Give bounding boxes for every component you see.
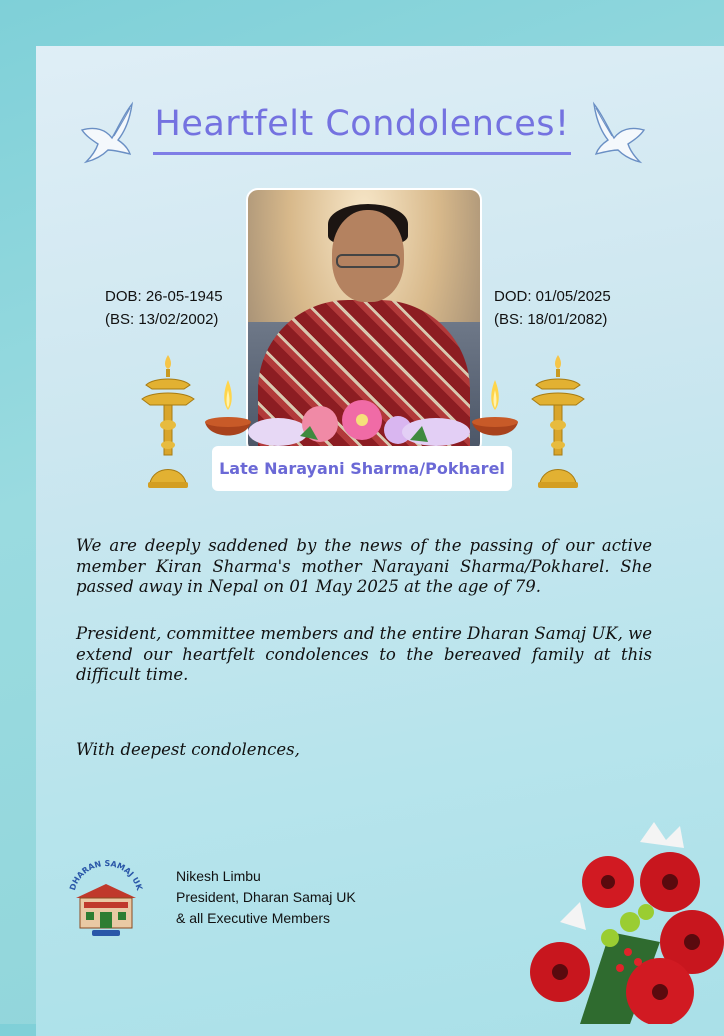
oil-lamp-icon bbox=[140, 355, 196, 491]
date-of-birth bbox=[105, 285, 223, 331]
flower-garland bbox=[240, 396, 480, 448]
signatory-members: & all Executive Members bbox=[176, 910, 331, 926]
dob-bs-line: (BS: 13/02/2002) bbox=[105, 311, 219, 328]
diya-icon bbox=[203, 378, 253, 448]
oil-lamp-icon bbox=[530, 355, 586, 491]
page-title: Heartfelt Condolences! bbox=[154, 104, 570, 144]
title-underline bbox=[153, 152, 571, 155]
dob-line: DOB: 26-05-1945 bbox=[105, 288, 223, 305]
diya-icon bbox=[470, 378, 520, 448]
signatory-name: Nikesh Limbu bbox=[176, 868, 261, 884]
message-paragraph-1: We are deeply saddened by the news of the passing of our active member Kiran Sharma's mother Narayani Sharma/Pokharel. She passed away in Nepal on 01 May 2025 at the age of 79. bbox=[76, 536, 652, 596]
closing-line: With deepest condolences, bbox=[76, 740, 300, 759]
dharan-samaj-logo bbox=[66, 858, 146, 940]
dod-line: DOD: 01/05/2025 bbox=[494, 288, 611, 305]
date-of-death bbox=[494, 285, 611, 331]
logo-text: DHARAN SAMAJ UK bbox=[68, 858, 144, 892]
flower-bouquet-image bbox=[520, 812, 724, 1024]
signature-block bbox=[176, 866, 356, 929]
message-paragraph-2: President, committee members and the entire Dharan Samaj UK, we extend our heartfelt condolences to the bereaved family at this difficult time. bbox=[76, 624, 652, 684]
dod-bs-line: (BS: 18/01/2082) bbox=[494, 311, 608, 328]
deceased-name-banner: Late Narayani Sharma/Pokharel bbox=[212, 446, 512, 491]
signatory-role: President, Dharan Samaj UK bbox=[176, 889, 356, 905]
